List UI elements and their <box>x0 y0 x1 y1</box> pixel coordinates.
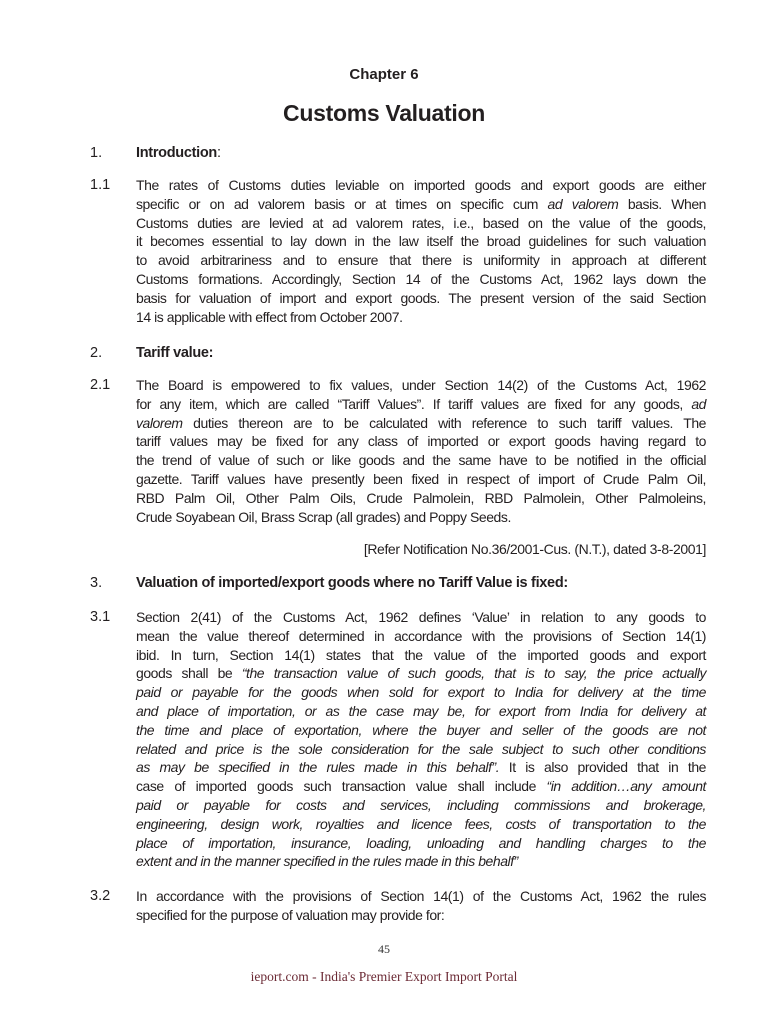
italic-text: paid or payable for costs and services, including commissions and brokerage, <box>136 796 706 813</box>
italic-text: engineering, design work, royalties and licence fees, costs of transportation to the <box>136 815 706 832</box>
text-segment: It is also provided that in the <box>499 759 706 776</box>
text-line <box>136 195 706 214</box>
italic-text: and place of importation, or as the case may be, for export from India for delivery at <box>136 702 706 719</box>
text-line <box>136 489 706 508</box>
heading-suffix: : <box>216 145 221 161</box>
section-number: 3. <box>90 575 103 591</box>
text-line <box>136 815 706 834</box>
text-line <box>136 414 706 433</box>
text-line <box>136 451 706 470</box>
text-segment: goods shall be <box>136 665 242 682</box>
text-line <box>136 270 706 289</box>
section-number: 1. <box>90 145 103 161</box>
text-line <box>136 627 706 646</box>
text-line <box>136 796 706 815</box>
italic-text: extent and in the manner specified in the rules made in this behalf” <box>136 853 518 870</box>
text-line <box>136 852 706 871</box>
text-segment: basis. When <box>618 195 707 212</box>
paragraph-3-1 <box>136 608 706 871</box>
paragraph-number: 1.1 <box>90 177 111 193</box>
paragraph-number: 3.2 <box>90 888 111 904</box>
text-line <box>136 432 706 451</box>
text-segment: specified for the purpose of valuation may provide for: <box>136 906 445 923</box>
text-segment: mean the value thereof determined in accordance with the provisions of Section 14(1) <box>136 627 706 644</box>
text-line <box>136 251 706 270</box>
paragraph-number: 3.1 <box>90 609 111 625</box>
italic-text: valorem <box>136 414 183 431</box>
section-heading-introduction <box>136 145 221 161</box>
paragraph-number: 2.1 <box>90 377 111 393</box>
page-number: 45 <box>378 942 390 956</box>
text-line <box>136 232 706 251</box>
chapter-label: Chapter 6 <box>349 66 419 83</box>
text-line <box>136 702 706 721</box>
text-line <box>136 887 706 906</box>
italic-text: ad valorem <box>547 195 619 212</box>
text-segment: Crude Soyabean Oil, Brass Scrap (all grades) and Poppy Seeds. <box>136 508 511 525</box>
text-line <box>136 214 706 233</box>
italic-text: “in addition…any amount <box>546 778 706 795</box>
text-line <box>136 683 706 702</box>
heading-text: Introduction <box>136 145 217 161</box>
text-line <box>136 308 706 327</box>
text-segment: Section 2(41) of the Customs Act, 1962 defines ‘Value’ in relation to any goods to <box>136 609 706 625</box>
text-line <box>136 758 706 777</box>
text-line <box>136 740 706 759</box>
paragraph-1-1 <box>136 176 706 326</box>
section-heading-tariff-value: Tariff value: <box>136 345 214 361</box>
text-segment: basis for valuation of import and export goods. The present version of the said Section <box>136 289 706 306</box>
italic-text: paid or payable for the goods when sold for export to India for delivery at the time <box>136 684 706 701</box>
text-segment: The Board is empowered to fix values, under Section 14(2) of the Customs Act, 1962 <box>136 377 706 393</box>
text-line <box>136 721 706 740</box>
text-line <box>136 777 706 796</box>
text-segment: ibid. In turn, Section 14(1) states that the value of the imported goods and export <box>136 646 706 663</box>
italic-text: ad <box>691 395 706 412</box>
page-title: Customs Valuation <box>283 100 485 126</box>
text-line <box>136 646 706 665</box>
text-segment: In accordance with the provisions of Section 14(1) of the Customs Act, 1962 the rules <box>136 888 706 904</box>
text-line <box>136 176 706 195</box>
text-line <box>136 376 706 395</box>
paragraph-3-2 <box>136 887 706 925</box>
notification-reference: [Refer Notification No.36/2001-Cus. (N.T.), dated 3-8-2001] <box>363 541 706 557</box>
text-segment: duties thereon are to be calculated with reference to such tariff values. The <box>182 414 706 431</box>
footer-portal-text: ieport.com - India's Premier Export Import Portal <box>250 969 518 984</box>
text-line <box>136 289 706 308</box>
text-segment: The rates of Customs duties leviable on imported goods and export goods are either <box>136 177 706 193</box>
text-segment: gazette. Tariff values have presently been fixed in respect of import of Crude Palm Oil, <box>136 470 706 487</box>
text-segment: it becomes essential to lay down in the law itself the broad guidelines for such valuation <box>136 233 706 250</box>
text-segment: specific or on ad valorem basis or at times on specific cum <box>136 195 548 212</box>
text-line <box>136 834 706 853</box>
text-line <box>136 664 706 683</box>
section-number: 2. <box>90 345 103 361</box>
text-segment: tariff values may be fixed for any class of imported or export goods having regard to <box>136 433 706 450</box>
italic-text: place of importation, insurance, loading, unloading and handling charges to the <box>136 834 706 851</box>
italic-text: as may be specified in the rules made in this behalf”. <box>136 759 500 776</box>
text-line <box>136 608 706 627</box>
text-line <box>136 508 706 527</box>
text-line <box>136 395 706 414</box>
text-segment: for any item, which are called “Tariff Values”. If tariff values are fixed for any goods, <box>136 395 692 412</box>
italic-text: the time and place of exportation, where the buyer and seller of the goods are not <box>136 721 706 738</box>
paragraph-2-1 <box>136 376 706 526</box>
italic-text: “the transaction value of such goods, that is to say, the price actually <box>241 665 706 682</box>
text-line <box>136 470 706 489</box>
text-line <box>136 906 706 925</box>
text-segment: RBD Palm Oil, Other Palm Oils, Crude Palmolein, RBD Palmolein, Other Palmoleins, <box>136 489 706 506</box>
text-segment: Customs formations. Accordingly, Section 14 of the Customs Act, 1962 lays down the <box>136 270 706 287</box>
italic-text: related and price is the sole consideration for the sale subject to such other conditions <box>136 740 706 757</box>
text-segment: Customs duties are levied at ad valorem rates, i.e., based on the value of the goods, <box>136 214 706 231</box>
section-heading-valuation: Valuation of imported/export goods where no Tariff Value is fixed: <box>136 575 568 591</box>
text-segment: the trend of value of such or like goods and the same have to be notified in the official <box>136 452 706 469</box>
text-segment: to avoid arbitrariness and to ensure that there is uniformity in approach at different <box>136 252 706 269</box>
text-segment: 14 is applicable with effect from October 2007. <box>136 308 403 325</box>
text-segment: case of imported goods such transaction value shall include <box>136 778 547 795</box>
